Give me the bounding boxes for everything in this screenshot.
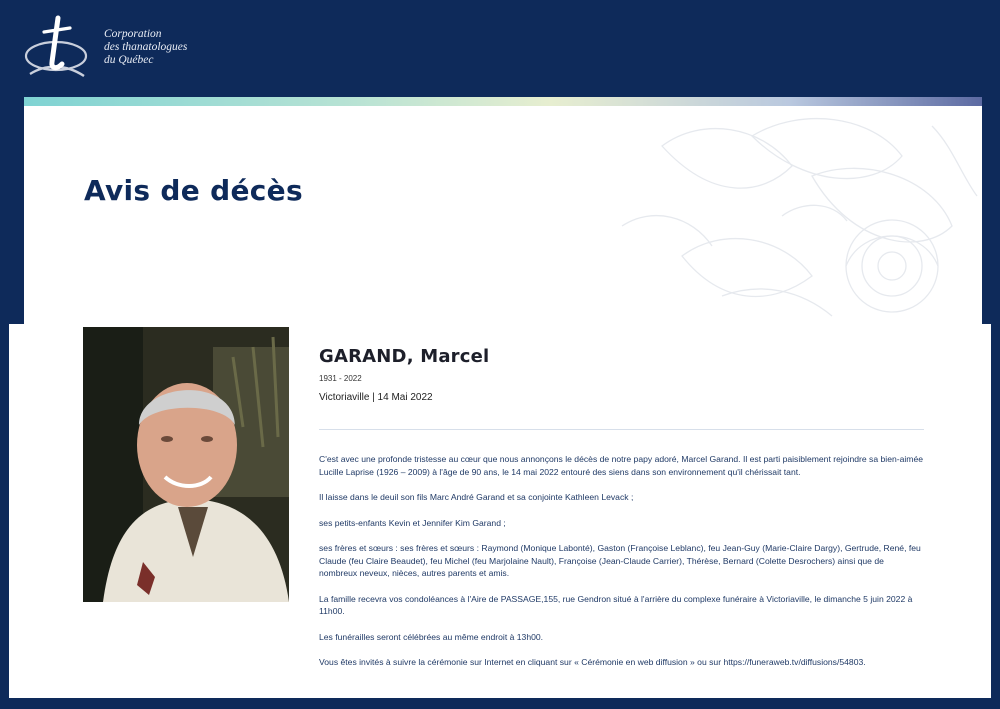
logo-icon[interactable] bbox=[22, 12, 90, 82]
obituary-text bbox=[319, 453, 924, 669]
section-divider bbox=[319, 429, 924, 430]
logo-line-3: du Québec bbox=[104, 54, 154, 66]
notice-panel bbox=[9, 324, 991, 698]
notice-details bbox=[319, 346, 924, 682]
deceased-photo bbox=[83, 327, 289, 602]
hero-banner bbox=[24, 106, 982, 324]
obituary-paragraph: ses frères et sœurs : ses frères et sœurs : Raymond (Monique Labonté), Gaston (Françoise Leblanc), feu Jean-Guy (Marie-Claire Dargy), Gertrude, René, feu Claude (feu Claire Beaudet), feu Michel (feu Marjolaine Nault), Françoise (Jean-Claude Carrier), Thérèse, Bernard (Colette Desrochers) ainsi que de nombreux neveux, nièces, autres parents et amis. bbox=[319, 543, 921, 578]
obituary-paragraph: C'est avec une profonde tristesse au cœur que nous annonçons le décès de notre papy adoré, Marcel Garand. Il est parti paisiblement rejoindre sa bien-aimée Lucille Laprise (1926 – 2009) à l'âge de 90 ans, le 14 mai 2022 entouré des siens dans son environnement qu'il chérissait tant. bbox=[319, 454, 924, 477]
page-title: Avis de décès bbox=[84, 174, 303, 207]
floral-decoration-icon bbox=[602, 106, 982, 324]
deceased-name: GARAND, Marcel bbox=[319, 346, 490, 367]
site-header bbox=[0, 0, 1000, 97]
logo-wordmark[interactable] bbox=[104, 28, 187, 67]
logo-line-2: des thanatologues bbox=[104, 41, 188, 53]
place-date: Victoriaville | 14 Mai 2022 bbox=[319, 392, 433, 403]
obituary-paragraph: La famille recevra vos condoléances à l'Aire de PASSAGE,155, rue Gendron situé à l'arrière du complexe funéraire à Victoriaville, le dimanche 5 juin 2022 à 11h00. bbox=[319, 593, 913, 616]
obituary-paragraph: Il laisse dans le deuil son fils Marc André Garand et sa conjointe Kathleen Levack ; bbox=[319, 492, 634, 502]
life-years: 1931 - 2022 bbox=[319, 374, 362, 383]
obituary-paragraph: Vous êtes invités à suivre la cérémonie sur Internet en cliquant sur « Cérémonie en web diffusion » ou sur https://funeraweb.tv/diffusions/54803. bbox=[319, 657, 866, 667]
gradient-accent-bar bbox=[24, 97, 982, 106]
obituary-paragraph: ses petits-enfants Kevin et Jennifer Kim Garand ; bbox=[319, 517, 506, 528]
obituary-paragraph: Les funérailles seront célébrées au même endroit à 13h00. bbox=[319, 631, 544, 642]
logo-line-1: Corporation bbox=[104, 28, 162, 40]
